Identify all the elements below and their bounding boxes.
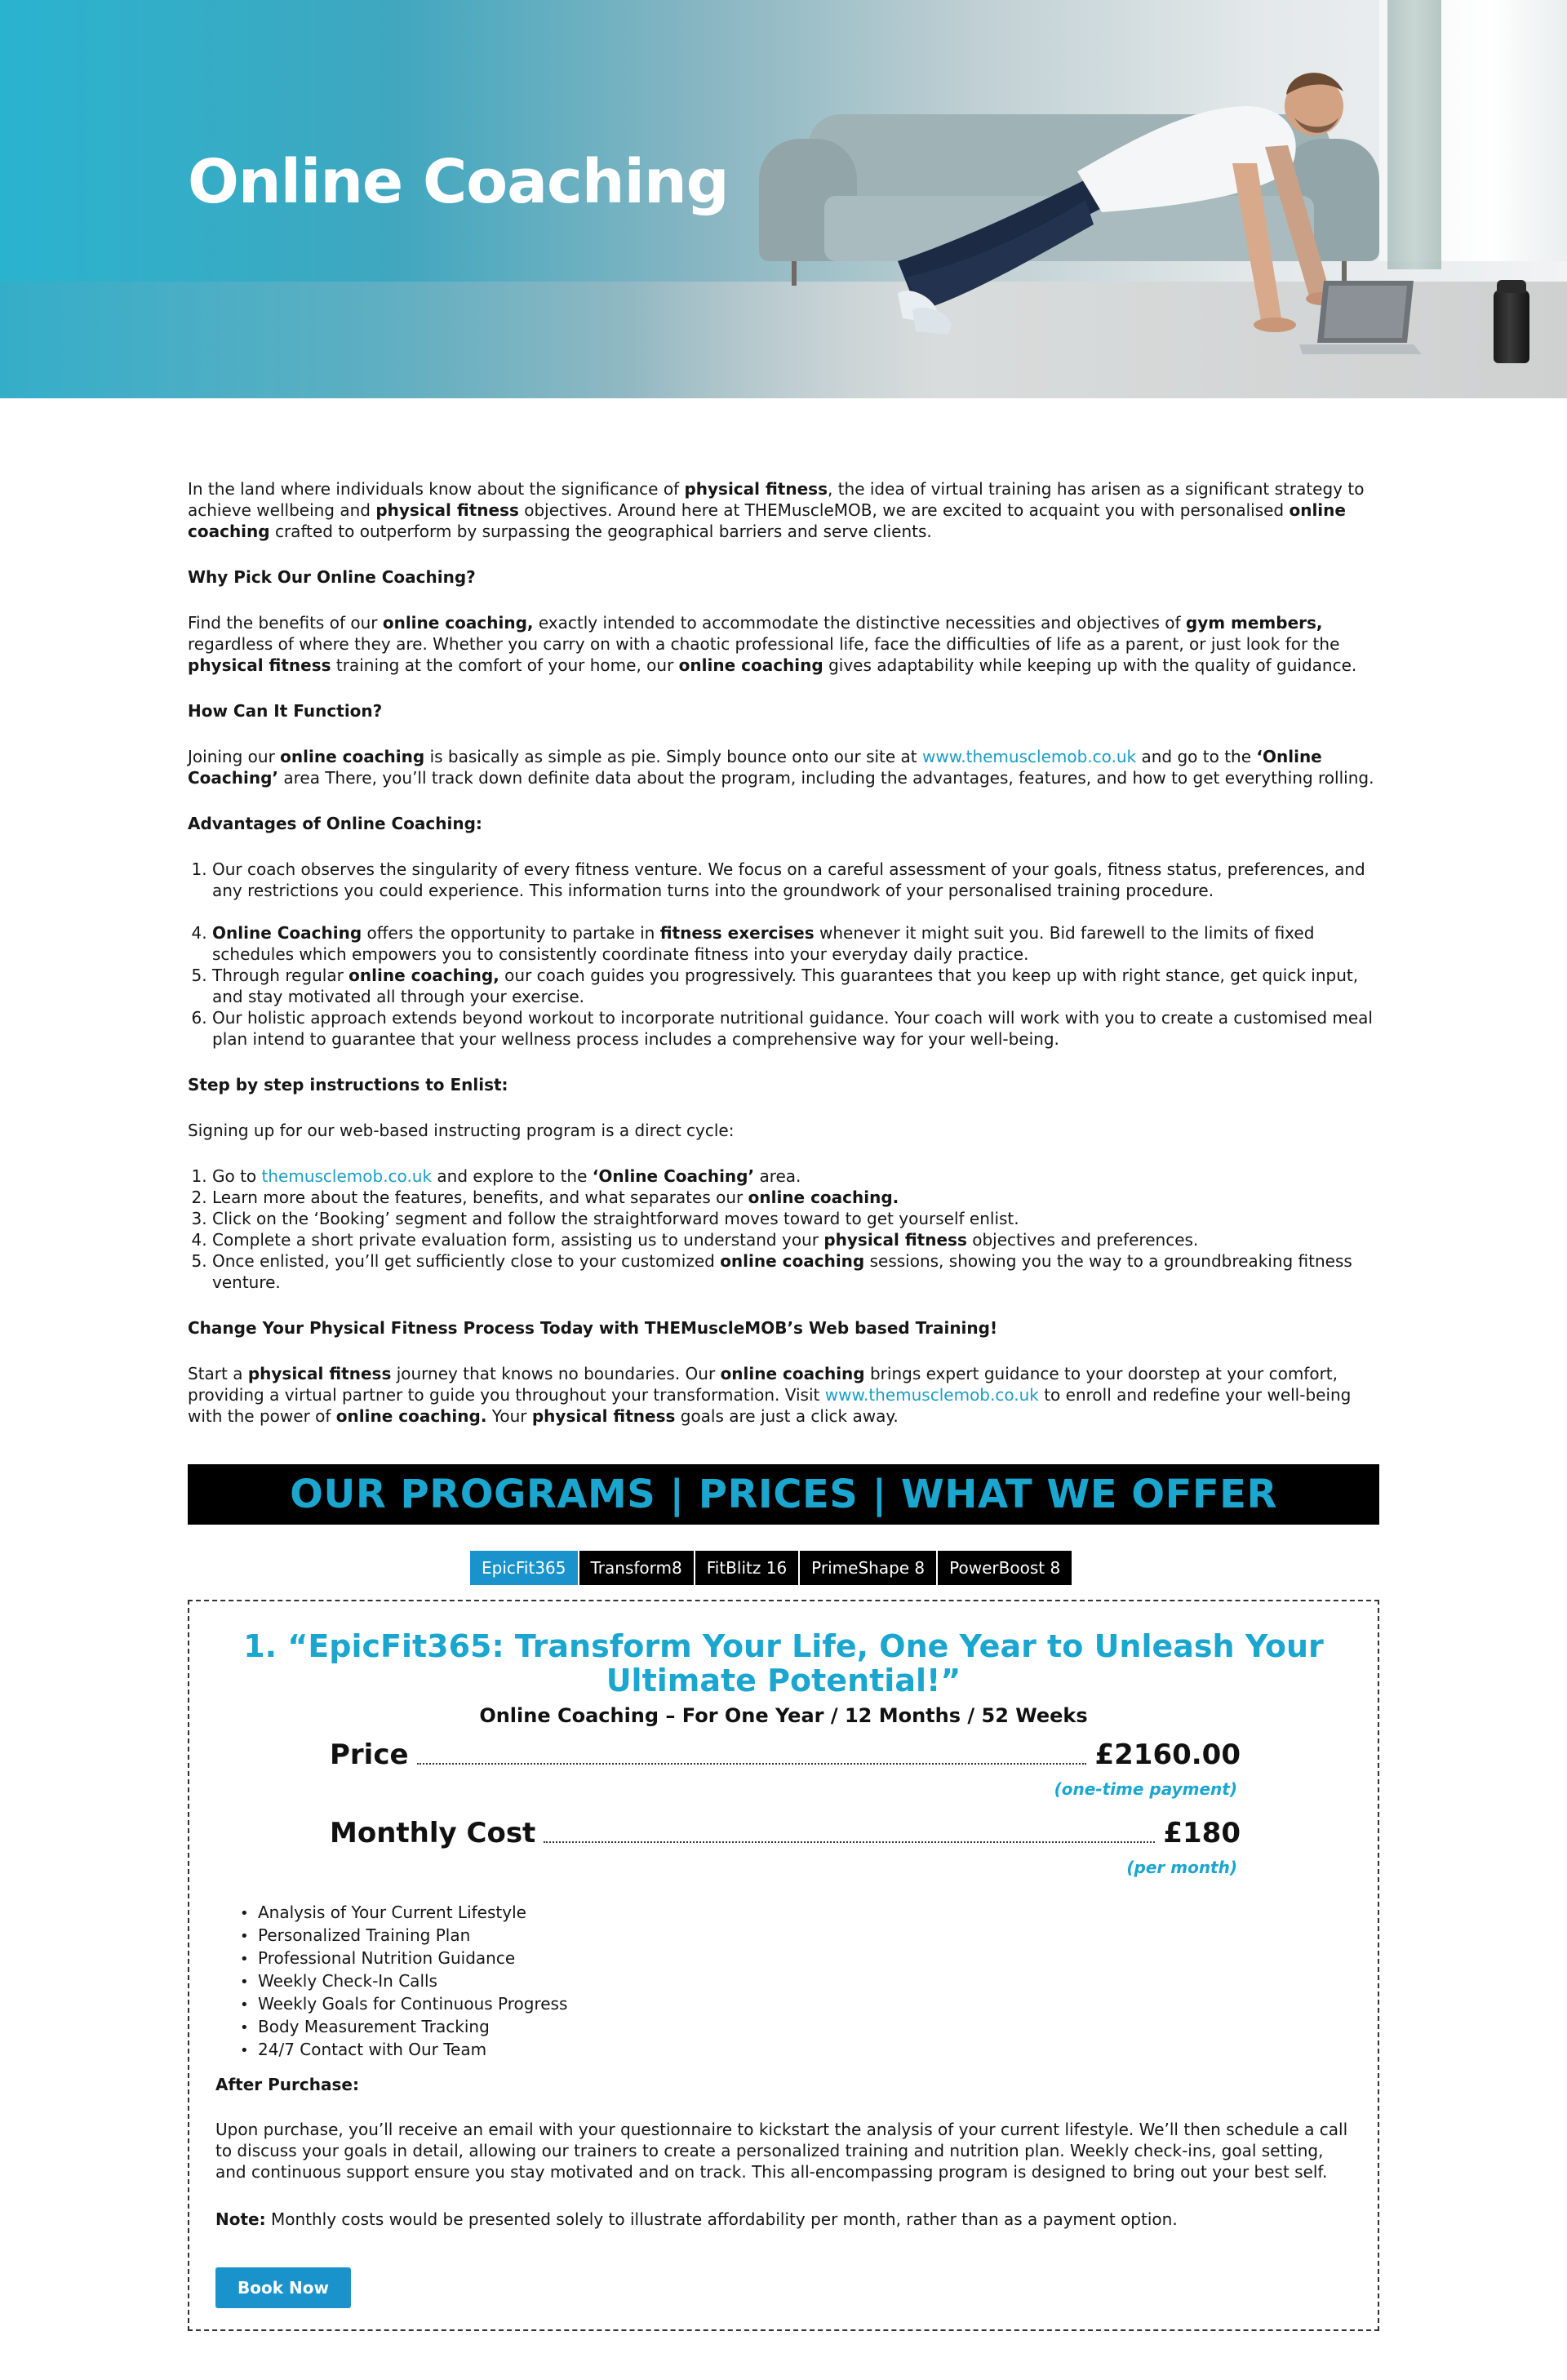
feature-item: • Professional Nutrition Guidance — [240, 1948, 516, 1968]
note-text: Note: Monthly costs would be presented solely to illustrate affordability per month, rather than as a payment option. — [215, 2209, 1178, 2229]
closing-paragraph: Start a physical fitness journey that knows no boundaries. Our online coaching brings expert guidance to your doorstep at your comfort, providing a virtual partner to guide you throughout your transformation. Visit www.themusclemob.co.uk to enroll and redefine your well-being with the power of online coaching. Your physical fitness goals are just a click away. — [188, 1364, 1352, 1426]
advantage-item: 5. Through regular online coaching, our coach guides you progressively. This guarantees that you keep up with right stance, get quick input, and stay motivated all through your exercise. — [212, 965, 1379, 1007]
why-heading: Why Pick Our Online Coaching? — [188, 567, 476, 587]
hero-laptop-image — [1299, 278, 1422, 359]
monthly-cost-row — [330, 1817, 1241, 1849]
step-item: 4. Complete a short private evaluation form, assisting us to understand your physical fitness objectives and preferences. — [212, 1229, 1379, 1250]
step-item: 3. Click on the ‘Booking’ segment and follow the straightforward moves toward to get yourself enlist. — [212, 1208, 1379, 1229]
programs-banner — [188, 1464, 1379, 1525]
price-label: Price — [330, 1738, 409, 1771]
tab-epicfit365[interactable]: EpicFit365 — [470, 1551, 578, 1585]
price-leader — [417, 1763, 1087, 1765]
site-link[interactable]: themusclemob.co.uk — [261, 1166, 433, 1186]
program-tabs — [470, 1551, 1072, 1585]
hero-banner — [0, 0, 1567, 398]
monthly-cost-value: £180 — [1163, 1817, 1241, 1849]
hero-person-pushup-image — [898, 49, 1355, 375]
hero-shaker-bottle-image — [1494, 290, 1529, 363]
programs-banner-title: OUR PROGRAMS | PRICES | WHAT WE OFFER — [290, 1472, 1277, 1517]
tab-fitblitz-16[interactable]: FitBlitz 16 — [695, 1551, 798, 1585]
why-paragraph: Find the benefits of our online coaching, exactly intended to accommodate the distinctive necessities and objectives of gym members, regardless of where they are. Whether you carry on with a chaotic professional life, face the difficulties of life as a parent, or just look for the physical fitness training at the comfort of your home, our online coaching gives adaptability while keeping up with the quality of guidance. — [188, 613, 1357, 675]
site-link[interactable]: www.themusclemob.co.uk — [922, 747, 1137, 766]
tab-transform8[interactable]: Transform8 — [579, 1551, 694, 1585]
intro-paragraph: In the land where individuals know about the significance of physical fitness, the idea of virtual training has arisen as a significant strategy to achieve wellbeing and physical fitness objectives. Around here at THEMuscleMOB, we are excited to acquaint you with personalised online coaching crafted to outperform by surpassing the geographical barriers and serve clients. — [188, 479, 1365, 541]
advantages-heading: Advantages of Online Coaching: — [188, 814, 482, 833]
price-note: (one-time payment) — [1054, 1779, 1237, 1799]
how-paragraph: Joining our online coaching is basically as simple as pie. Simply bounce onto our site at www.themusclemob.co.uk and go to the ‘Online Coaching’ area There, you’ll track down definite data about the program, including the advantages, features, and how to get everything rolling. — [188, 747, 1374, 788]
advantage-item: 1. Our coach observes the singularity of every fitness venture. We focus on a careful assessment of your goals, fitness status, preferences, and any restrictions you could experience. This information turns into the groundwork of your personalised training procedure. — [212, 859, 1379, 901]
after-purchase-heading: After Purchase: — [215, 2075, 359, 2094]
feature-item: • Analysis of Your Current Lifestyle — [240, 1903, 526, 1922]
feature-item: • Weekly Goals for Continuous Progress — [240, 1994, 568, 2014]
article-body — [188, 478, 1379, 1451]
after-purchase-text: Upon purchase, you’ll receive an email with your questionnaire to kickstart the analysis of your current lifestyle. We’ll then schedule a call to discuss your goals in detail, allowing our trainers to create a personalized training and nutrition plan. Weekly check-ins, goal setting, and continuous support ensure you stay motivated and on track. This all-encompassing program is designed to bring out your best self. — [215, 2120, 1348, 2182]
step-item: 1. Go to themusclemob.co.uk and explore to the ‘Online Coaching’ area. — [212, 1166, 1379, 1187]
price-row — [330, 1738, 1241, 1771]
advantages-list — [188, 859, 1379, 1050]
program-title: 1. “EpicFit365: Transform Your Life, One Year to Unleash Your Ultimate Potential!” — [243, 1628, 1324, 1698]
step-item: 2. Learn more about the features, benefits, and what separates our online coaching. — [212, 1187, 1379, 1208]
change-heading: Change Your Physical Fitness Process Today with THEMuscleMOB’s Web based Training! — [188, 1318, 998, 1338]
feature-item: • Personalized Training Plan — [240, 1925, 471, 1945]
program-subtitle: Online Coaching – For One Year / 12 Months / 52 Weeks — [479, 1704, 1088, 1727]
feature-item: • Weekly Check-In Calls — [240, 1971, 437, 1991]
price-value: £2160.00 — [1094, 1738, 1241, 1771]
how-heading: How Can It Function? — [188, 701, 383, 721]
tab-primeshape-8[interactable]: PrimeShape 8 — [800, 1551, 936, 1585]
feature-item: • Body Measurement Tracking — [240, 2017, 490, 2036]
enlist-steps-list — [188, 1166, 1379, 1293]
feature-item: • 24/7 Contact with Our Team — [240, 2040, 487, 2059]
hero-curtain — [1387, 0, 1441, 269]
monthly-cost-label: Monthly Cost — [330, 1817, 536, 1849]
tab-powerboost-8[interactable]: PowerBoost 8 — [938, 1551, 1072, 1585]
step-item: 5. Once enlisted, you’ll get sufficiently close to your customized online coaching sessions, showing you the way to a groundbreaking fitness venture. — [212, 1250, 1379, 1293]
program-card — [188, 1600, 1379, 2331]
advantage-item: 4. Online Coaching offers the opportunity to partake in fitness exercises whenever it might suit you. Bid farewell to the limits of fixed schedules which empowers you to consistently coordinate fitness into your everyday daily practice. — [212, 922, 1379, 965]
enlist-heading: Step by step instructions to Enlist: — [188, 1075, 508, 1095]
monthly-cost-leader — [544, 1841, 1155, 1843]
advantage-item: 6. Our holistic approach extends beyond workout to incorporate nutritional guidance. Your coach will work with you to create a customised meal plan intend to guarantee that your wellness process includes a comprehensive way for your well-being. — [212, 1007, 1379, 1050]
site-link[interactable]: www.themusclemob.co.uk — [824, 1385, 1039, 1405]
page-title: Online Coaching — [188, 147, 729, 217]
note-label: Note: — [215, 2209, 266, 2229]
monthly-cost-note: (per month) — [1126, 1858, 1237, 1877]
book-now-button[interactable]: Book Now — [215, 2267, 351, 2308]
enlist-intro: Signing up for our web-based instructing program is a direct cycle: — [188, 1121, 735, 1140]
feature-list — [240, 1902, 567, 2062]
